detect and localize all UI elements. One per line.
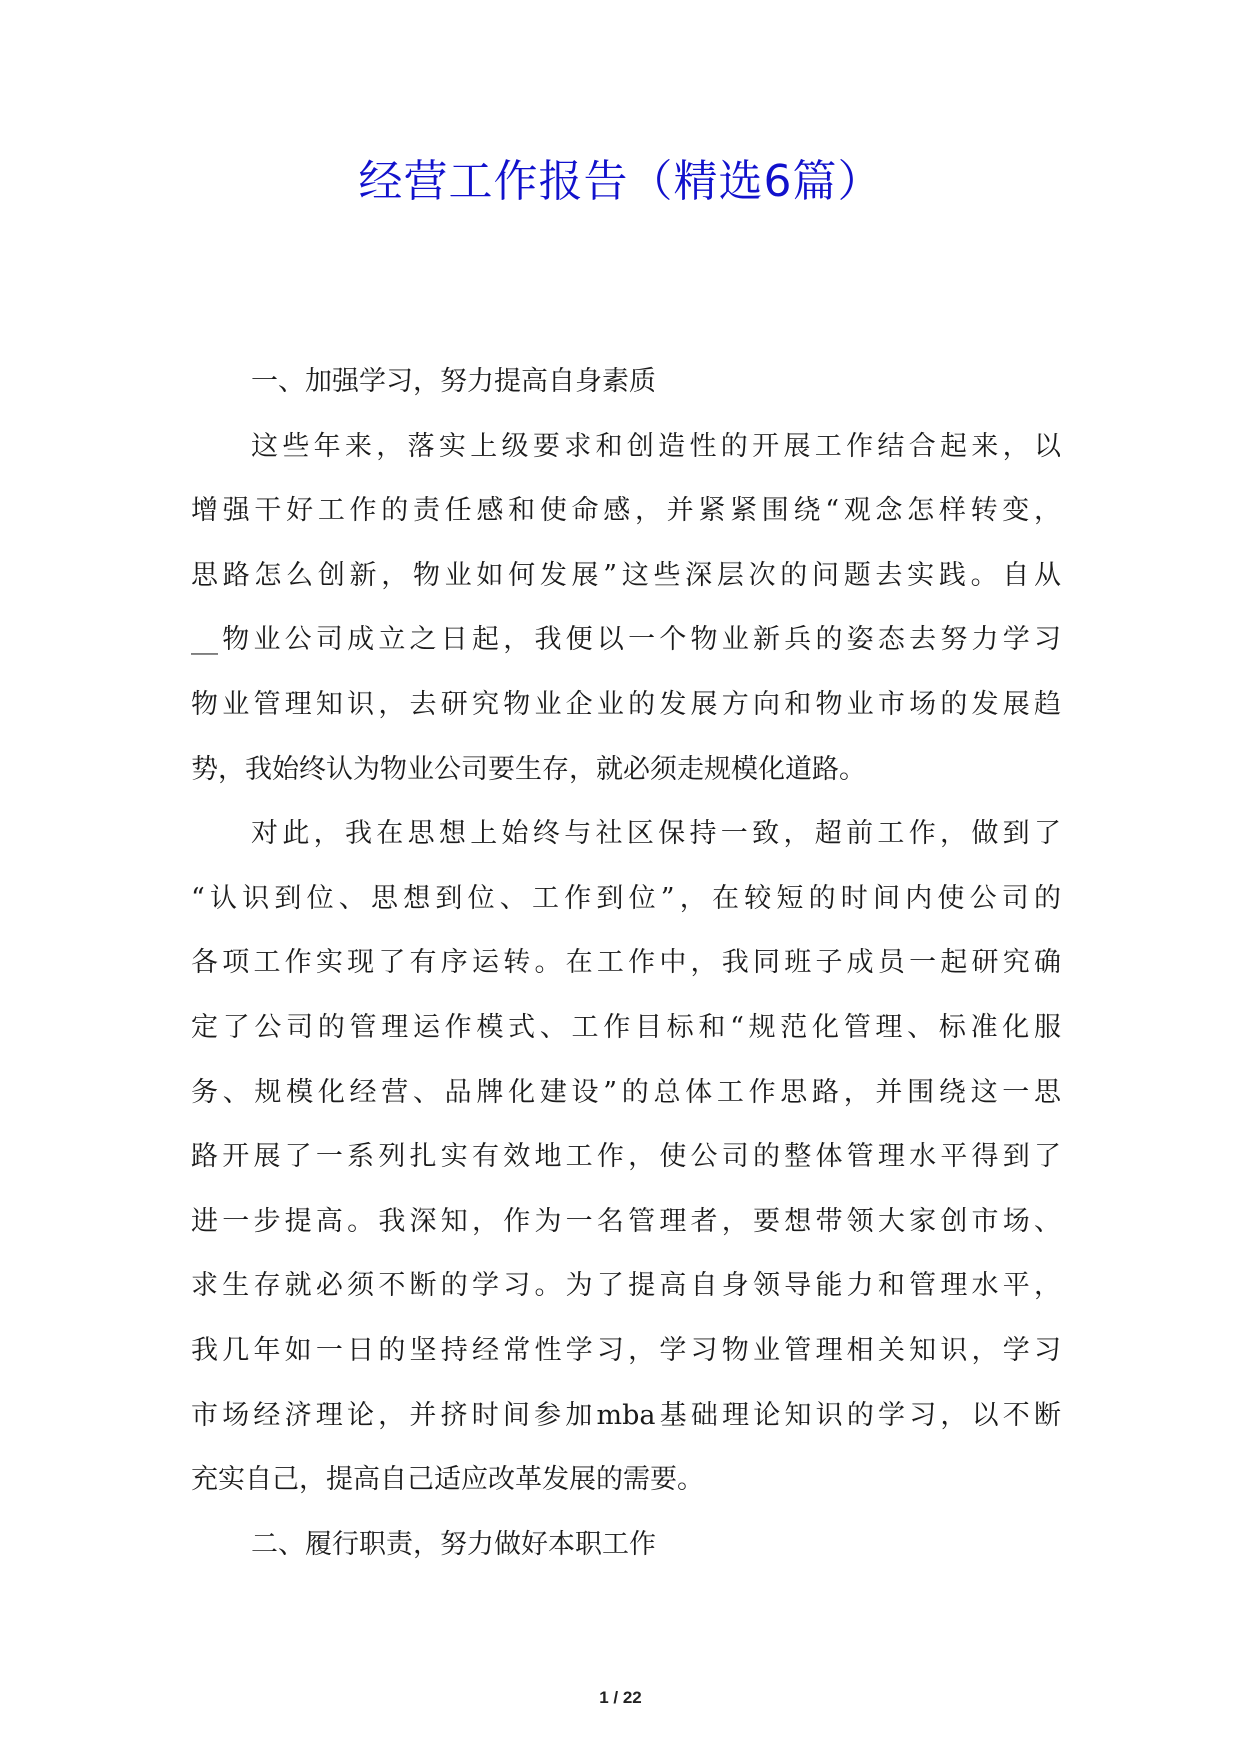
text-line: “认识到位、思想到位、工作到位”，在较短的时间内使公司的 bbox=[191, 882, 1061, 914]
page-number: 1 / 22 bbox=[599, 1688, 642, 1707]
text-line: 物业管理知识，去研究物业企业的发展方向和物业市场的发展趋 bbox=[191, 688, 1061, 720]
text-line: 我几年如一日的坚持经常性学习，学习物业管理相关知识，学习 bbox=[191, 1334, 1061, 1366]
text-line: 充实自己，提高自己适应改革发展的需要。 bbox=[191, 1464, 704, 1496]
document-body bbox=[191, 350, 1061, 1577]
text-line: 进一步提高。我深知，作为一名管理者，要想带领大家创市场、 bbox=[191, 1205, 1061, 1237]
text-line: 这些年来，落实上级要求和创造性的开展工作结合起来，以 bbox=[251, 430, 1061, 462]
text-line: 一、加强学习，努力提高自身素质 bbox=[251, 366, 656, 397]
text-line: 市场经济理论，并挤时间参加mba基础理论知识的学习，以不断 bbox=[191, 1399, 1061, 1431]
text-line: 二、履行职责，努力做好本职工作 bbox=[251, 1528, 656, 1560]
text-line: 路开展了一系列扎实有效地工作，使公司的整体管理水平得到了 bbox=[191, 1141, 1061, 1173]
document-title: 经营工作报告（精选6篇） bbox=[358, 156, 883, 207]
text-line: 对此，我在思想上始终与社区保持一致，超前工作，做到了 bbox=[251, 818, 1061, 850]
text-line: 求生存就必须不断的学习。为了提高自身领导能力和管理水平， bbox=[191, 1270, 1061, 1302]
text-line: 各项工作实现了有序运转。在工作中，我同班子成员一起研究确 bbox=[191, 947, 1061, 979]
text-line: 势，我始终认为物业公司要生存，就必须走规模化道路。 bbox=[191, 753, 866, 785]
text-line: __物业公司成立之日起，我便以一个物业新兵的姿态去努力学习 bbox=[191, 624, 1061, 656]
text-line: 定了公司的管理运作模式、工作目标和“规范化管理、标准化服 bbox=[191, 1011, 1061, 1043]
text-line: 务、规模化经营、品牌化建设”的总体工作思路，并围绕这一思 bbox=[191, 1076, 1061, 1108]
text-line: 思路怎么创新，物业如何发展”这些深层次的问题去实践。自从 bbox=[191, 559, 1061, 591]
text-line: 增强干好工作的责任感和使命感，并紧紧围绕“观念怎样转变， bbox=[191, 495, 1061, 527]
